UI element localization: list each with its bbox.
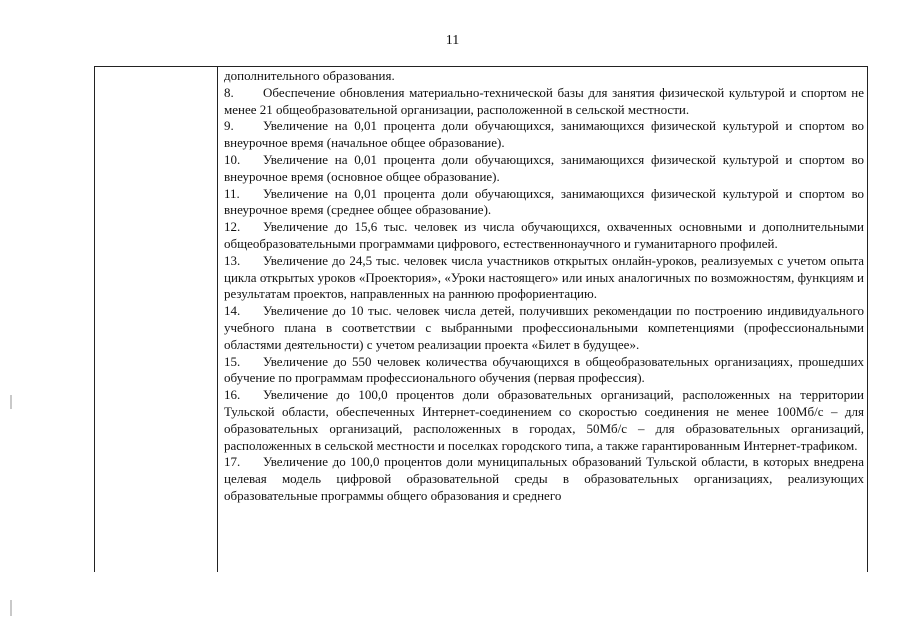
scan-edge-mark [10,395,12,409]
page-number: 11 [445,33,460,48]
item-number: 15. [224,353,241,369]
item-number: 12. [224,219,241,235]
item-text: Увеличение до 550 человек количества обучающихся в общеобразовательных организациях, прошедших обучение по программам профессионального обучения (первая профессия). [224,353,864,386]
item-text: Увеличение до 10 тыс. человек числа детей, получивших рекомендации по построению индивидуального учебного плана в соответствии с выбранными профессиональными компетенциями (профессиональными областями деятельности) с учетом реализации проекта «Билет в будущее». [224,303,864,352]
list-item [224,186,864,220]
list-item [224,387,864,454]
list-item [224,118,864,152]
item-text: Обеспечение обновления материально-технической базы для занятия физической культурой и спортом не менее 21 общеобразовательной организации, расположенной в сельской местности. [224,84,864,117]
list-item [224,354,864,388]
item-text: Увеличение до 15,6 тыс. человек из числа обучающихся, охваченных основными и дополнительными общеобразовательными программами цифрового, естественнонаучного и гуманитарного профилей. [224,219,864,251]
item-number: 17. [224,454,241,470]
item-text: Увеличение на 0,01 процента доли обучающихся, занимающихся физической культурой и спортом во внеурочное время (среднее общее образование). [224,185,864,218]
list-item [224,303,864,353]
lead-line: дополнительного образования. [224,68,395,83]
list-item [224,253,864,303]
item-text: Увеличение до 24,5 тыс. человек числа участников открытых онлайн-уроков, реализуемых с учетом опыта цикла открытых уроков «Проектория», «Уроки настоящего» или иных аналогичных по возможностям, функциям и результатам проектов, направленных на раннюю профориентацию. [224,252,864,302]
item-text: Увеличение до 100,0 процентов доли муниципальных образований Тульской области, в которых внедрена целевая модель цифровой образовательной среды в образовательных организациях, реализующих образовательные программы общего образования и среднего [224,454,864,503]
item-text: Увеличение на 0,01 процента доли обучающихся, занимающихся физической культурой и спортом во внеурочное время (основное общее образование). [224,151,864,184]
column-divider [217,67,218,572]
list-item [224,152,864,186]
item-text: Увеличение на 0,01 процента доли обучающихся, занимающихся физической культурой и спортом во внеурочное время (начальное общее образование). [224,118,864,151]
table-content-cell [224,68,864,505]
item-number: 9. [224,118,234,134]
item-number: 10. [224,151,241,167]
list-item [224,85,864,119]
item-number: 11. [224,185,240,201]
scan-edge-mark [10,600,12,616]
item-number: 16. [224,387,241,403]
item-number: 13. [224,252,241,268]
item-number: 14. [224,303,241,319]
document-table [94,66,868,572]
list-item [224,454,864,504]
item-number: 8. [224,84,234,100]
list-item [224,219,864,253]
item-text: Увеличение до 100,0 процентов доли образовательных организаций, расположенных на территории Тульской области, обеспеченных Интернет-соединением со скоростью соединения не менее 100Мб/с – для образовательных организаций, расположенных в городах, 50Мб/с – для образовательных организаций, расположенных в сельской местности и поселках городского типа, а также гарантированным Интернет-трафиком. [224,387,864,453]
